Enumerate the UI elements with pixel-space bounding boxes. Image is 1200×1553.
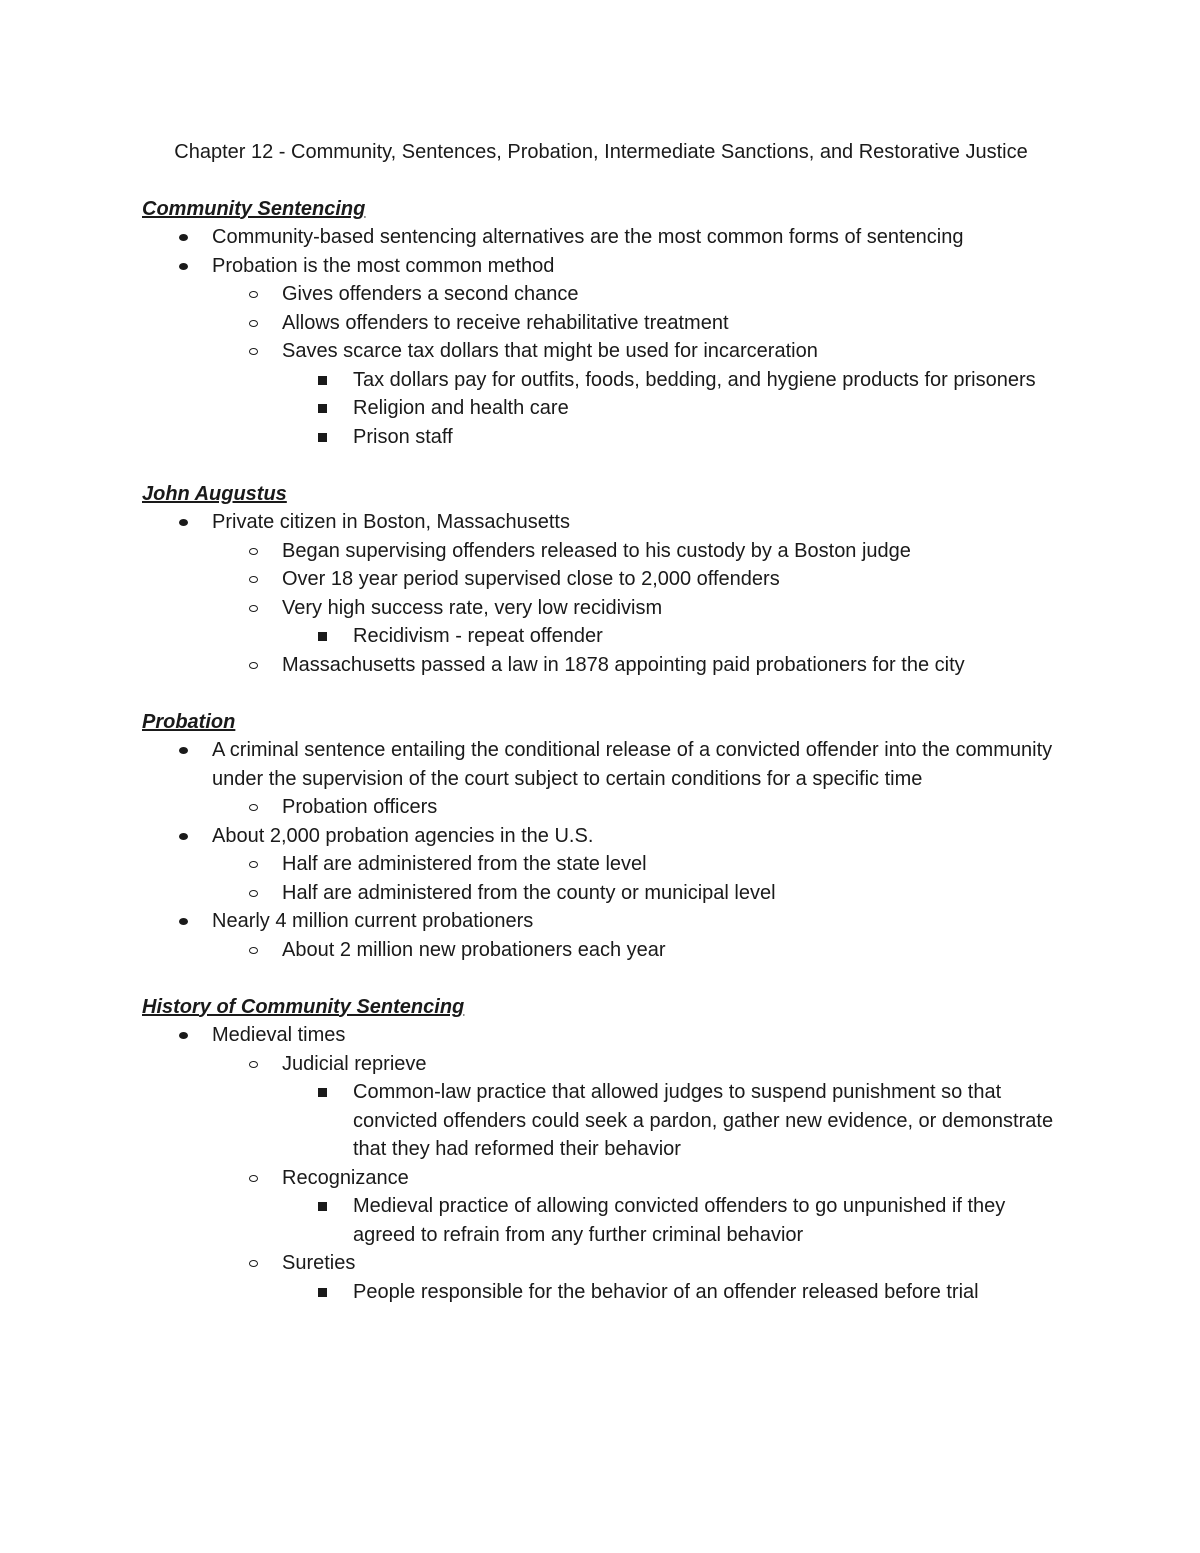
list-item-text: Began supervising offenders released to his custody by a Boston judge	[282, 539, 911, 562]
filled-circle-bullet-icon	[179, 234, 188, 241]
list-item-text: About 2 million new probationers each year	[282, 938, 666, 961]
list-item-text: A criminal sentence entailing the conditional release of a convicted offender into the community under the supervision of the court subject to certain conditions for a specific time	[212, 739, 1053, 790]
hollow-circle-bullet-icon	[249, 605, 258, 612]
hollow-circle-bullet-icon	[249, 548, 258, 555]
hollow-circle-bullet-icon	[249, 947, 258, 954]
list-item	[142, 793, 1060, 822]
section-heading: John Augustus	[142, 482, 287, 505]
list-item	[142, 309, 1060, 338]
list-item	[142, 280, 1060, 309]
list-item-text: Nearly 4 million current probationers	[212, 910, 534, 932]
list-item	[142, 622, 1060, 651]
list-item	[142, 594, 1060, 623]
list-item	[142, 651, 1060, 680]
list-item-text: Saves scarce tax dollars that might be used for incarceration	[282, 340, 818, 362]
filled-square-bullet-icon	[318, 404, 327, 413]
list-item	[142, 1164, 1060, 1193]
hollow-circle-bullet-icon	[249, 890, 258, 897]
section	[142, 195, 1060, 452]
list-item-text: Allows offenders to receive rehabilitative treatment	[282, 311, 729, 334]
list-item	[142, 1050, 1060, 1079]
list-item-text: People responsible for the behavior of an offender released before trial	[353, 1280, 979, 1303]
list-item	[142, 907, 1060, 936]
list-item	[142, 366, 1060, 395]
section	[142, 993, 1060, 1307]
list-item-text: Half are administered from the state level	[282, 853, 647, 875]
list-item-text: Sureties	[282, 1252, 356, 1274]
bullet-list	[142, 736, 1060, 964]
list-item	[142, 423, 1060, 452]
hollow-circle-bullet-icon	[249, 291, 258, 298]
list-item	[142, 1078, 1060, 1164]
list-item	[142, 337, 1060, 366]
hollow-circle-bullet-icon	[249, 861, 258, 868]
filled-circle-bullet-icon	[179, 263, 188, 270]
hollow-circle-bullet-icon	[249, 804, 258, 811]
hollow-circle-bullet-icon	[249, 1260, 258, 1267]
filled-square-bullet-icon	[318, 433, 327, 442]
filled-circle-bullet-icon	[179, 519, 188, 526]
list-item	[142, 508, 1060, 537]
list-item-text: Recognizance	[282, 1166, 409, 1189]
document-title: Chapter 12 - Community, Sentences, Probation, Intermediate Sanctions, and Restorative Justice	[174, 141, 1028, 163]
bullet-list	[142, 223, 1060, 451]
section-heading: Probation	[142, 710, 236, 733]
filled-square-bullet-icon	[318, 376, 327, 385]
list-item	[142, 736, 1060, 793]
list-item-text: Probation officers	[282, 796, 438, 818]
list-item-text: Prison staff	[353, 425, 453, 448]
list-item	[142, 1192, 1060, 1249]
list-item-text: Gives offenders a second chance	[282, 283, 579, 305]
list-item	[142, 879, 1060, 908]
list-item-text: Community-based sentencing alternatives are the most common forms of sentencing	[212, 226, 964, 248]
list-item	[142, 537, 1060, 566]
list-item-text: Medieval times	[212, 1024, 346, 1046]
filled-square-bullet-icon	[318, 632, 327, 641]
list-item	[142, 223, 1060, 252]
list-item-text: Probation is the most common method	[212, 254, 555, 277]
hollow-circle-bullet-icon	[249, 1175, 258, 1182]
document-body	[142, 195, 1060, 1307]
list-item	[142, 936, 1060, 965]
filled-square-bullet-icon	[318, 1202, 327, 1211]
list-item-text: Recidivism - repeat offender	[353, 625, 603, 647]
list-item-text: Private citizen in Boston, Massachusetts	[212, 511, 570, 533]
hollow-circle-bullet-icon	[249, 320, 258, 327]
section	[142, 480, 1060, 680]
section-heading: History of Community Sentencing	[142, 995, 465, 1018]
list-item-text: Common-law practice that allowed judges to suspend punishment so that convicted offenders could seek a pardon, gather new evidence, or demonstrate that they had reformed their behavior	[353, 1081, 1054, 1160]
list-item-text: Very high success rate, very low recidivism	[282, 596, 663, 619]
list-item-text: Religion and health care	[353, 397, 569, 419]
filled-circle-bullet-icon	[179, 918, 188, 925]
list-item-text: Massachusetts passed a law in 1878 appointing paid probationers for the city	[282, 653, 965, 676]
hollow-circle-bullet-icon	[249, 576, 258, 583]
hollow-circle-bullet-icon	[249, 1061, 258, 1068]
list-item	[142, 1249, 1060, 1278]
list-item	[142, 822, 1060, 851]
bullet-list	[142, 1021, 1060, 1306]
list-item	[142, 565, 1060, 594]
list-item-text: Tax dollars pay for outfits, foods, bedding, and hygiene products for prisoners	[353, 368, 1036, 391]
filled-square-bullet-icon	[318, 1288, 327, 1297]
list-item	[142, 252, 1060, 281]
filled-circle-bullet-icon	[179, 833, 188, 840]
filled-circle-bullet-icon	[179, 1032, 188, 1039]
filled-circle-bullet-icon	[179, 747, 188, 754]
list-item	[142, 394, 1060, 423]
list-item	[142, 1021, 1060, 1050]
list-item-text: About 2,000 probation agencies in the U.S.	[212, 824, 594, 847]
list-item-text: Half are administered from the county or municipal level	[282, 881, 776, 904]
list-item-text: Over 18 year period supervised close to 2,000 offenders	[282, 568, 780, 590]
list-item-text: Judicial reprieve	[282, 1052, 427, 1075]
filled-square-bullet-icon	[318, 1088, 327, 1097]
section	[142, 708, 1060, 965]
bullet-list	[142, 508, 1060, 679]
hollow-circle-bullet-icon	[249, 348, 258, 355]
list-item-text: Medieval practice of allowing convicted offenders to go unpunished if they agreed to refrain from any further criminal behavior	[353, 1195, 1006, 1246]
list-item	[142, 1278, 1060, 1307]
hollow-circle-bullet-icon	[249, 662, 258, 669]
section-heading: Community Sentencing	[142, 197, 366, 220]
list-item	[142, 850, 1060, 879]
